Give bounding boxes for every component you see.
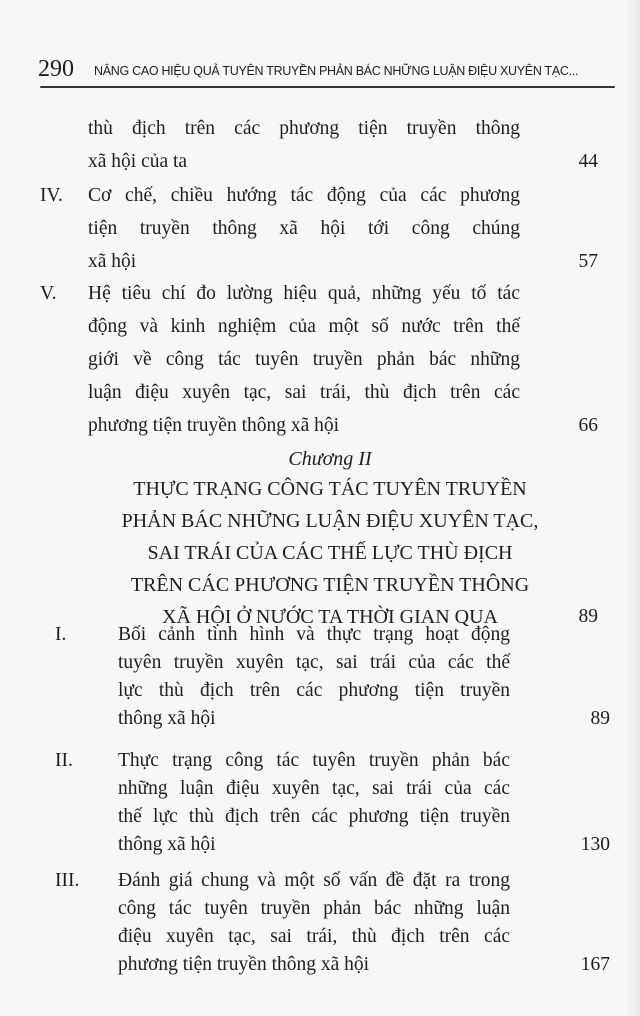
page-number: 290: [38, 56, 74, 82]
toc-entry-line: phương tiện truyền thông xã hội: [88, 415, 340, 436]
header-rule: [40, 86, 615, 88]
toc-entry-line: điệu xuyên tạc, sai trái, thù địch trên các: [118, 926, 510, 947]
toc-entry-line: xã hội: [88, 251, 137, 272]
toc-entry-line: thế lực thù địch trên các phương tiện truyền: [118, 806, 510, 827]
chapter-title-line: THỰC TRẠNG CÔNG TÁC TUYÊN TRUYỀN: [133, 478, 527, 500]
toc-entry-line: Thực trạng công tác tuyên truyền phản bác: [118, 750, 510, 771]
toc-entry-line: Cơ chế, chiều hướng tác động của các phương: [88, 185, 520, 206]
toc-entry-line: tuyên truyền xuyên tạc, sai trái của các thế: [118, 652, 510, 673]
toc-entry-line: giới về công tác tuyên truyền phản bác những: [88, 349, 520, 370]
running-title: NÂNG CAO HIỆU QUẢ TUYÊN TRUYỀN PHẢN BÁC NHỮNG LUẬN ĐIỆU XUYÊN TẠC...: [94, 64, 579, 78]
toc-entry-label: III.: [55, 870, 80, 891]
toc-entry-line: Đánh giá chung và một số vấn đề đặt ra trong: [118, 870, 510, 891]
toc-page-number: 66: [578, 415, 598, 436]
chapter-page-number: 89: [578, 606, 598, 627]
toc-entry-line: phương tiện truyền thông xã hội: [118, 954, 370, 975]
toc-page-number: 167: [580, 954, 610, 975]
toc-entry-line: luận điệu xuyên tạc, sai trái, thù địch trên các: [88, 382, 520, 403]
chapter-title-line: PHẢN BÁC NHỮNG LUẬN ĐIỆU XUYÊN TẠC,: [121, 510, 539, 532]
toc-page-number: 89: [590, 708, 610, 729]
toc-page-number: 130: [580, 834, 610, 855]
toc-entry-line: xã hội của ta: [88, 151, 188, 172]
chapter-title-line: TRÊN CÁC PHƯƠNG TIỆN TRUYỀN THÔNG: [130, 574, 530, 596]
toc-entry-line: thông xã hội: [118, 834, 216, 855]
toc-page-number: 57: [578, 251, 598, 272]
page-edge-shadow: [626, 0, 640, 1016]
toc-entry-line: động và kinh nghiệm của một số nước trên thế: [88, 316, 520, 337]
toc-entry-line: Bối cảnh tình hình và thực trạng hoạt động: [118, 624, 510, 645]
toc-entry-line: những luận điệu xuyên tạc, sai trái của các: [118, 778, 510, 799]
toc-entry-label: II.: [55, 750, 73, 771]
chapter-title-line: XÃ HỘI Ở NƯỚC TA THỜI GIAN QUA: [162, 606, 498, 628]
toc-entry-line: tiện truyền thông xã hội tới công chúng: [88, 218, 520, 239]
toc-entry-label: IV.: [40, 185, 63, 206]
toc-entry-line: lực thù địch trên các phương tiện truyền: [118, 680, 510, 701]
toc-entry-line: công tác tuyên truyền phản bác những luận: [118, 898, 510, 919]
toc-entry-line: thù địch trên các phương tiện truyền thông: [88, 118, 520, 139]
toc-page-number: 44: [578, 151, 598, 172]
toc-entry-line: Hệ tiêu chí đo lường hiệu quả, những yếu tố tác: [88, 283, 520, 304]
toc-entry-label: I.: [55, 624, 67, 645]
toc-entry-label: V.: [40, 283, 57, 304]
chapter-label: Chương II: [288, 448, 372, 470]
chapter-title-line: SAI TRÁI CỦA CÁC THẾ LỰC THÙ ĐỊCH: [147, 542, 513, 564]
toc-entry-line: thông xã hội: [118, 708, 216, 729]
